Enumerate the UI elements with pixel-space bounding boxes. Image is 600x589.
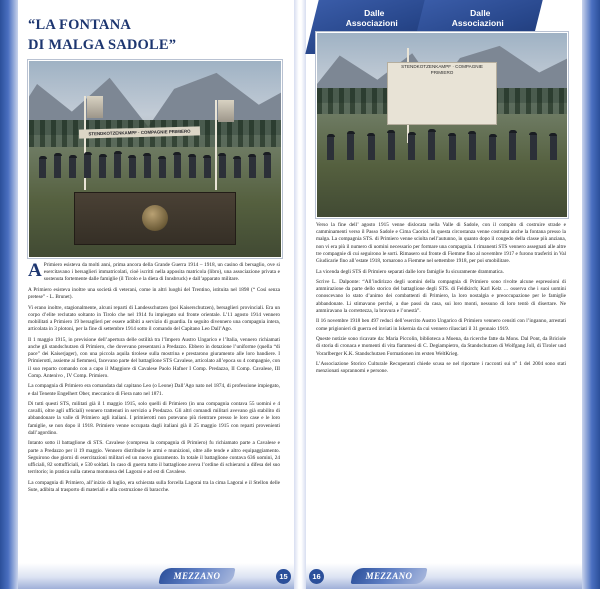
paragraph: La compagnia di Primiero, all’inizio di luglio, era schierata sulla forcella Lagorai tra la cima Lagorai e il Stellon delle Sute, adibita al trasporto di materiali e alla costruzione di baracche. bbox=[28, 479, 280, 493]
article-title-line-2: DI MALGA SADOLE” bbox=[28, 36, 177, 53]
photo-flag-2 bbox=[218, 100, 234, 122]
article-body-left bbox=[28, 262, 280, 497]
photo-ceremony-group bbox=[28, 60, 282, 258]
photo-person bbox=[219, 153, 226, 178]
paragraph: A Primiero esisteva inoltre una società di veterani, come in altri luoghi del Trentino, istituita nel 1898 (“ Così senza pretese” - L. Brunet). bbox=[28, 286, 280, 301]
photo-person bbox=[509, 130, 516, 160]
page-gutter bbox=[294, 0, 306, 589]
paragraph: La vicenda degli STS di Primiero separati dalle loro famiglie fu sicuramente drammatica. bbox=[316, 268, 504, 275]
photo-person bbox=[234, 156, 241, 178]
paragraph bbox=[28, 262, 280, 284]
photo-person bbox=[114, 151, 121, 178]
logo-text: MEZZANO bbox=[173, 571, 221, 581]
photo-person bbox=[204, 155, 211, 178]
photo-person bbox=[428, 129, 435, 160]
paragraph: Il 16 novembre 1918 ben 497 reduci dell’esercito Austro Ungarico di Primiero vennero censiti con l’inganno, arrestati come prigionieri di guerra ed inviati in Iskernia da cui vennero rilasciati il 31 gennaio 1919. bbox=[316, 318, 566, 332]
article-body-right bbox=[316, 222, 566, 379]
photo-person bbox=[347, 131, 354, 160]
section-ribbon-right-line1: Dalle bbox=[470, 8, 491, 18]
photo-person bbox=[159, 156, 166, 178]
photo-person bbox=[129, 155, 136, 178]
paragraph: Verso la fine dell’ agosto 1915 venne dislocata nella Valle di Sadole, con il compito di costruire strade e camminamenti verso il Passo Sadole e Cima Caoriol. In questa circostanza venne costruita anche la fontana presso la malga. La compagnia STS. di Primiero venne sciolta nell’autunno, in quanto dopo il congedo della classe più anziana, non vi era più il numero di uomini necessario per formare una compagnia. I rimanenti STS vennero assegnati alle altre tre compagnie di cui seguirono le sorti. Rimasero sul fronte di Fiemme fino al novembre 1917 e furono trasferiti in Val Giudicarie fino all’estate 1918, tornarono a Fiemme nel settembre 1918, per poi smobilitare. bbox=[316, 222, 566, 265]
section-ribbon-left-line1: Dalle bbox=[364, 8, 385, 18]
paragraph-text: Primiero esisteva da molti anni, prima ancora della Grande Guerra 1914 – 1918, un casino di bersaglio, ove si esercitavano i bersaglieri immatricolati, cioè iscritti nella apposita matricola (libro), una associazione privata e sostenuta fortemente dalle famiglie (il Tirolo e la dieta di Innsbruck) e dall’apparato militare. bbox=[43, 262, 280, 283]
photo-person bbox=[550, 133, 557, 160]
section-ribbon-right-line2: Associazioni bbox=[451, 17, 504, 28]
photo-person bbox=[69, 155, 76, 178]
photo-person bbox=[408, 132, 415, 160]
magazine-logo-right bbox=[352, 568, 426, 584]
paragraph: Il 1 maggio 1915, in previsione dell’apertura delle ostilità tra l’Impero Austro Ungarico e l’Italia, vennero richiamati anche gli standschutzen di Primiero, che dovevano presentarsi a Predazzo. Ebbero in dotazione l’uniforme (quella “di pace” dei Kaiserjager), con una piccola aquila tirolese sulla mostrina e prestarono giuramento alle loro bandiere. I Primierotti, assieme ai fiemmesi, facevano parte del battaglione STS Cavalese, articolato all’epoca su 4 compagnie, con il suo reparto comando con a capo il Maggiore di Cavalese Paolo Hafner I Comp. Predazzo, II Comp. Cavalese, III Comp. Antenivo , IV Comp. Primiero. bbox=[28, 336, 280, 379]
paragraph: La compagnia di Primiero era comandata dal capitano Leo (o Leone) Dall’Ago nato nel 1874, di professione impiegato, e dal Tenente Engelhert Ober, meccanico di Fiera nato nel 1871. bbox=[28, 383, 280, 397]
photo-banner-text: STENDKOTZENKAMPF · COMPAGNIE PRIMIERO bbox=[79, 126, 200, 138]
photo-person bbox=[189, 154, 196, 178]
footer-right bbox=[306, 563, 582, 589]
paragraph: Di tutti questi STS, militati già il 1 maggio 1915, solo quelli di Primiero (in una compagnia contava 55 uomini e 4 cavalli, oltre agli ufficiali) vennero trattenuti in servizio a Predazzo. Gli altri comandi militari avevano già stabilito di abbandonare la valle di Primiero agli italiani. I primierotti non potevano più rientrare presso le loro case e le loro famiglie, se non dopo il 1918. Primiero venne occupata dagli italiani già il 25 maggio 1915 con reparti provenienti dall’agordino. bbox=[28, 400, 280, 436]
page-number-left: 15 bbox=[276, 569, 291, 584]
decorative-band-right bbox=[582, 0, 600, 589]
photo-person bbox=[489, 134, 496, 160]
photo-person bbox=[54, 153, 61, 178]
footer-left bbox=[18, 563, 294, 589]
logo-text: MEZZANO bbox=[365, 571, 413, 581]
photo-person bbox=[144, 153, 151, 178]
photo-person bbox=[368, 133, 375, 160]
magazine-logo-left bbox=[160, 568, 234, 584]
photo-eagle-emblem bbox=[142, 205, 168, 231]
photo-person bbox=[39, 156, 46, 178]
photo-person bbox=[174, 152, 181, 178]
photo-flag-1 bbox=[87, 96, 103, 118]
photo-altar bbox=[74, 192, 235, 245]
photo-person bbox=[84, 152, 91, 178]
photo-person bbox=[530, 132, 537, 160]
photo-person bbox=[264, 152, 271, 178]
photo-person bbox=[249, 154, 256, 178]
paragraph: L’Associazione Storico Culturale Recuperanti chiede scusa se nel riportare i racconti sui n° 1 del 2004 sono stati menzionati soprannomi e persone. bbox=[316, 360, 566, 375]
paragraph: Intanto sotto il battaglione di STS. Cavalese (compresa la compagnia di Primiero) fu richiamato parte a Cavalese e parte a Predazzo per il 19 maggio. Vennero distribuite le armi e munizioni, oltre alle tende e altro equipaggiamento. Seguirono due giorni di esercitazioni militari ed un nuovo giuramento. In totale il battaglione contava 636 uomini, 24 ufficiali, 82 sottufficiali, e 530 soldati. In caso di guerra tutto il battaglione aveva l’ordine di schierarsi a difesa del suo territorio; in pratica sulla catena montuosa del Lagorai e ad est di Cavalese. bbox=[28, 440, 280, 476]
decorative-band-left bbox=[0, 0, 18, 589]
paragraph: Scrive L. Dalponte: “All’indirizzo degli uomini della compagnia di Primiero sono rivolte alcune espressioni di ammirazione da parte dello storico del battaglione degli STS. di Feldkirch; Karl Kelz … osserva che i suoi uomini conoscevano lo stato d’animo dei combattenti di Primiero, la loro nostalgia e preoccupazione per le famiglie abbandonate. Li stimavano perché, a due passi da casa, sui loro monti, nessuno di loro tentò di disertare. Ne ammiravano la correttezza, la bravura e l’onestà”. bbox=[316, 279, 566, 314]
article-title bbox=[28, 16, 278, 55]
photo-person bbox=[469, 131, 476, 160]
photo-person bbox=[99, 154, 106, 178]
paragraph: Vi erano inoltre, stagionalmente, alcuni reparti di Landesschutzen (poi Kaiserschutzen), bersaglieri provinciali. Era un corpo d’elite reclutato soltanto in Tirolo che nel 1914 fu impiegato sul fronte orientale. L’11 agosto 1914 vennero mobilitati a Primiero 19 bersaglieri per essere adibiti a servizio di guardia. In seguito divennero una compagnia intera, articolata in 3 plotoni, per la fine di settembre 1914 sotto il comando del Capitano Leo Dall’Ago. bbox=[28, 304, 280, 333]
photo-standard-banner bbox=[387, 62, 497, 125]
section-ribbon-left-line2: Associazioni bbox=[345, 17, 398, 28]
photo-standard-bearer bbox=[316, 32, 568, 218]
page-number-right: 16 bbox=[309, 569, 324, 584]
photo-standard-banner-text: STENDKOTZENKAMPF · COMPAGNIE PRIMIERO bbox=[401, 64, 483, 75]
photo-person bbox=[388, 130, 395, 160]
photo-person bbox=[449, 133, 456, 160]
drop-cap: A bbox=[28, 260, 42, 281]
article-title-line-1: “LA FONTANA bbox=[28, 17, 132, 33]
paragraph: Queste notizie sono ricavate da: Maria Piccolin, biblioteca a Moena, da ricerche fatte da Mons. Dal Pont, da Briciole di storia di cronaca e momenti di vita fiammesi di C. Degiampietro, da Standschutzen di Wolfgang Joll, di Tiroler und Vorarlberger K.K. Standschutzen Formationen im ersten WeltKrieg. bbox=[316, 336, 566, 357]
photo-person bbox=[327, 134, 334, 160]
